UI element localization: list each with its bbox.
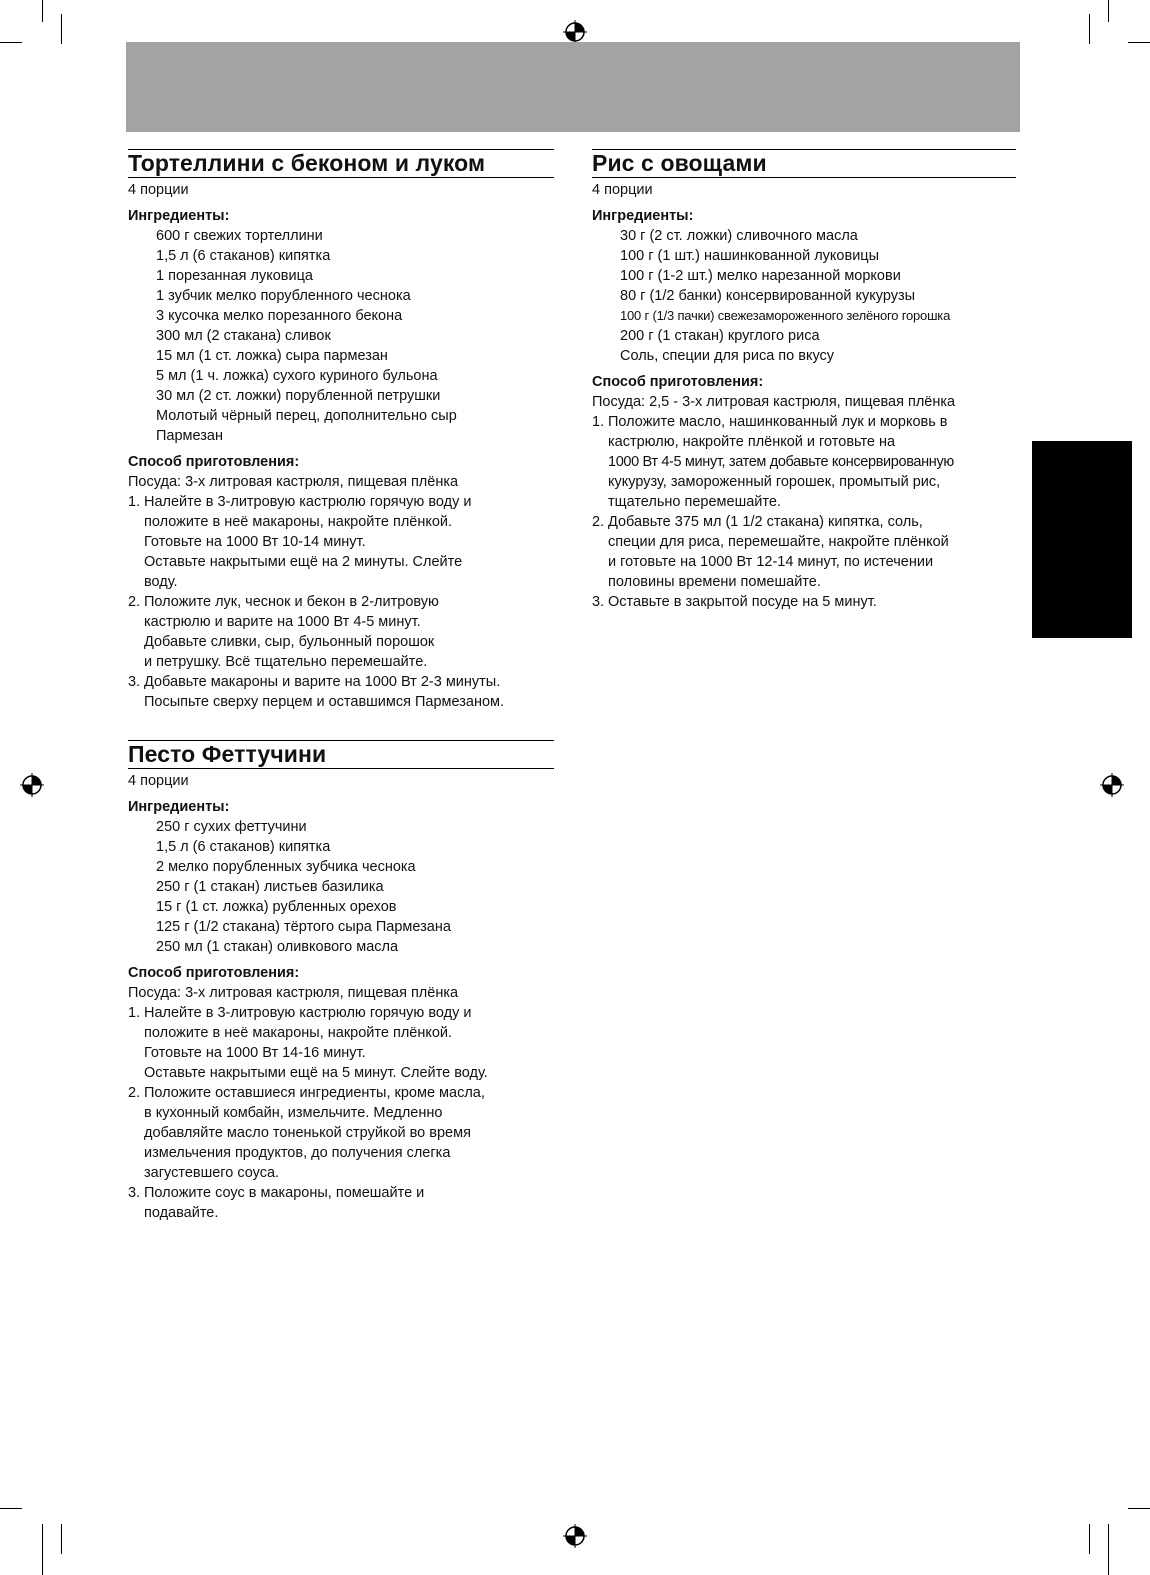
step-line: положите в неё макароны, накройте плёнкой. (144, 1025, 453, 1041)
ingredient-item: Соль, специи для риса по вкусу (620, 348, 835, 364)
crop-mark (0, 1508, 22, 1509)
step-line: специи для риса, перемешайте, накройте плёнкой (608, 534, 949, 550)
step-list (592, 412, 1016, 612)
step-line: подавайте. (144, 1205, 219, 1221)
crop-mark (1089, 14, 1090, 44)
step-item (128, 672, 554, 712)
ingredients-heading: Ингредиенты: (592, 208, 694, 224)
step-line: и готовьте на 1000 Вт 12-14 минут, по истечении (608, 554, 934, 570)
ingredient-item: 5 мл (1 ч. ложка) сухого куриного бульона (156, 368, 438, 384)
ingredient-item: 100 г (1 шт.) нашинкованной луковицы (620, 248, 880, 264)
ingredient-item: 15 мл (1 ст. ложка) сыра пармезан (156, 348, 388, 364)
crop-mark (61, 1524, 62, 1554)
step-line: Посыпьте сверху перцем и оставшимся Пармезаном. (144, 694, 505, 710)
ingredient-item: 250 г (1 стакан) листьев базилика (156, 879, 384, 895)
step-number: 3. (128, 674, 141, 690)
step-number: 1. (128, 1005, 141, 1021)
registration-mark-icon (1100, 773, 1124, 797)
registration-mark-icon (563, 1524, 587, 1548)
step-line: Положите масло, нашинкованный лук и морковь в (608, 414, 948, 430)
ingredient-item: Молотый чёрный перец, дополнительно сыр (156, 408, 457, 424)
crop-mark (0, 42, 22, 43)
step-line: Положите соус в макароны, помешайте и (144, 1185, 425, 1201)
step-number: 3. (128, 1185, 141, 1201)
method-heading: Способ приготовления: (592, 374, 764, 390)
step-line: кастрюлю, накройте плёнкой и готовьте на (608, 434, 896, 450)
step-number: 1. (592, 414, 605, 430)
step-line: Добавьте сливки, сыр, бульонный порошок (144, 634, 435, 650)
ingredient-item: 100 г (1-2 шт.) мелко нарезанной моркови (620, 268, 901, 284)
recipe-title: Тортеллини с беконом и луком (128, 149, 554, 178)
ingredient-item: 2 мелко порубленных зубчика чеснока (156, 859, 416, 875)
recipe-title: Рис с овощами (592, 149, 1016, 178)
ingredient-list (128, 817, 554, 957)
crop-mark (1108, 0, 1109, 22)
ingredient-item: 1,5 л (6 стаканов) кипятка (156, 839, 331, 855)
ingredient-item: 80 г (1/2 банки) консервированной кукурузы (620, 288, 916, 304)
ingredient-item: 1,5 л (6 стаканов) кипятка (156, 248, 331, 264)
step-line: кастрюлю и варите на 1000 Вт 4-5 минут. (144, 614, 421, 630)
step-line: положите в неё макароны, накройте плёнкой. (144, 514, 453, 530)
ingredient-item: 125 г (1/2 стакана) тёртого сыра Пармезана (156, 919, 451, 935)
servings: 4 порции (128, 182, 189, 198)
step-line: Добавьте 375 мл (1 1/2 стакана) кипятка, соль, (608, 514, 923, 530)
step-line: измельчения продуктов, до получения слегка (144, 1145, 451, 1161)
step-line: Налейте в 3-литровую кастрюлю горячую воду и (144, 494, 472, 510)
crop-mark (1128, 1508, 1150, 1509)
step-line: Готовьте на 1000 Вт 10-14 минут. (144, 534, 366, 550)
crop-mark (1089, 1524, 1090, 1554)
cookware-note: Посуда: 3-х литровая кастрюля, пищевая плёнка (128, 474, 459, 490)
ingredient-item: 15 г (1 ст. ложка) рубленных орехов (156, 899, 397, 915)
servings: 4 порции (128, 773, 189, 789)
ingredient-list (592, 226, 1016, 366)
ingredient-item: 100 г (1/3 пачки) свежезамороженного зелёного горошка (620, 308, 951, 323)
step-line: Готовьте на 1000 Вт 14-16 минут. (144, 1045, 366, 1061)
crop-mark (61, 14, 62, 44)
method-heading: Способ приготовления: (128, 454, 300, 470)
step-line: Налейте в 3-литровую кастрюлю горячую воду и (144, 1005, 472, 1021)
step-number: 2. (128, 1085, 141, 1101)
recipe-pesto (128, 740, 554, 1223)
step-line: 1000 Вт 4-5 минут, затем добавьте консервированную (608, 454, 954, 470)
step-line: Положите лук, чеснок и бекон в 2-литровую (144, 594, 439, 610)
step-line: Оставьте накрытыми ещё на 2 минуты. Слейте (144, 554, 463, 570)
step-item (592, 592, 1016, 612)
step-line: воду. (144, 574, 178, 590)
crop-mark (1128, 42, 1150, 43)
step-line: Положите оставшиеся ингредиенты, кроме масла, (144, 1085, 485, 1101)
step-number: 2. (128, 594, 141, 610)
registration-mark-icon (20, 773, 44, 797)
step-line: тщательно перемешайте. (608, 494, 781, 510)
recipe-title: Песто Феттучини (128, 740, 554, 769)
step-item (128, 1083, 554, 1183)
step-line: загустевшего соуса. (144, 1165, 280, 1181)
step-item (128, 1003, 554, 1083)
step-line: и петрушку. Всё тщательно перемешайте. (144, 654, 428, 670)
step-list (128, 492, 554, 712)
method-heading: Способ приготовления: (128, 965, 300, 981)
ingredient-item: 30 мл (2 ст. ложки) порубленной петрушки (156, 388, 441, 404)
step-item (592, 512, 1016, 592)
step-number: 1. (128, 494, 141, 510)
header-band (126, 42, 1020, 132)
recipe-tortellini (128, 149, 554, 712)
servings: 4 порции (592, 182, 653, 198)
ingredient-item: 250 мл (1 стакан) оливкового масла (156, 939, 399, 955)
ingredient-item: 3 кусочка мелко порезанного бекона (156, 308, 403, 324)
ingredients-heading: Ингредиенты: (128, 208, 230, 224)
step-line: добавляйте масло тоненькой струйкой во время (144, 1125, 471, 1141)
step-line: Оставьте накрытыми ещё на 5 минут. Слейте воду. (144, 1065, 488, 1081)
ingredient-item: 30 г (2 ст. ложки) сливочного масла (620, 228, 858, 244)
step-item (128, 492, 554, 592)
cookware-note: Посуда: 2,5 - 3-х литровая кастрюля, пищевая плёнка (592, 394, 956, 410)
crop-mark (42, 0, 43, 22)
cookware-note: Посуда: 3-х литровая кастрюля, пищевая плёнка (128, 985, 459, 1001)
step-number: 2. (592, 514, 605, 530)
step-item (128, 592, 554, 672)
ingredient-item: 300 мл (2 стакана) сливок (156, 328, 331, 344)
step-line: половины времени помешайте. (608, 574, 821, 590)
step-list (128, 1003, 554, 1223)
step-item (128, 1183, 554, 1223)
ingredient-item: 1 зубчик мелко порубленного чеснока (156, 288, 411, 304)
ingredient-item: 200 г (1 стакан) круглого риса (620, 328, 820, 344)
step-line: Оставьте в закрытой посуде на 5 минут. (608, 594, 877, 610)
side-tab (1032, 441, 1132, 638)
ingredient-item: Пармезан (156, 428, 223, 444)
ingredient-item: 1 порезанная луковица (156, 268, 313, 284)
crop-mark (42, 1524, 43, 1575)
ingredient-item: 600 г свежих тортеллини (156, 228, 323, 244)
step-line: в кухонный комбайн, измельчите. Медленно (144, 1105, 443, 1121)
step-line: кукурузу, замороженный горошек, промытый рис, (608, 474, 941, 490)
crop-mark (1108, 1524, 1109, 1575)
registration-mark-icon (563, 20, 587, 44)
recipe-rice (592, 149, 1016, 612)
ingredient-list (128, 226, 554, 446)
step-item (592, 412, 1016, 512)
ingredients-heading: Ингредиенты: (128, 799, 230, 815)
ingredient-item: 250 г сухих феттучини (156, 819, 307, 835)
step-line: Добавьте макароны и варите на 1000 Вт 2-3 минуты. (144, 674, 501, 690)
step-number: 3. (592, 594, 605, 610)
